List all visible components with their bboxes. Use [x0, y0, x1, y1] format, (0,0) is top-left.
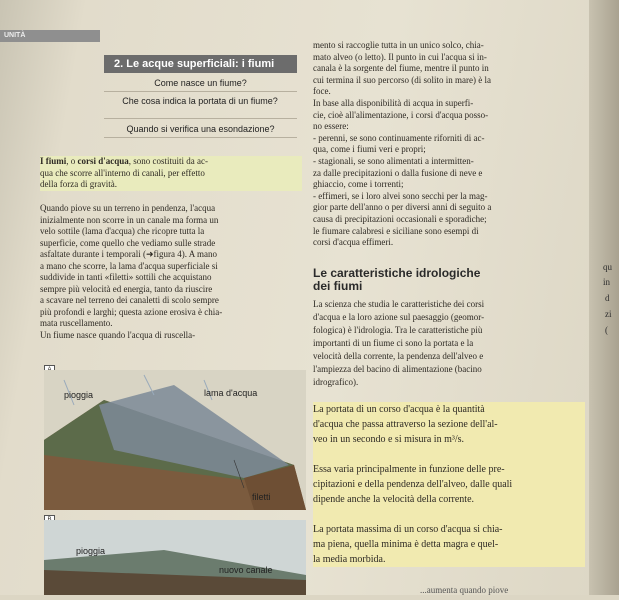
text: dei fiumi: [313, 279, 363, 293]
text-line: dipende anche la velocità della corrente.: [313, 494, 475, 505]
text-line: più profondi e larghi; questa azione erosiva è chia-: [40, 306, 223, 317]
text-line: ma piena, quella minima è detta magra e quel-: [313, 539, 499, 550]
edge-fragment: (: [605, 325, 608, 335]
text-line: inizialmente non scorre in un canale ma forma un: [40, 214, 219, 225]
label-lama-acqua: lama d'acqua: [204, 388, 258, 398]
text-line: l'ampiezza del bacino di alimentazione (bacino: [313, 364, 482, 374]
text-line: In base alla disponibilità di acqua in superfi-: [313, 97, 474, 108]
portata-box: [313, 402, 585, 567]
term-fiumi: I fiumi: [40, 156, 67, 166]
section-title: 2. Le acque superficiali: i fiumi: [104, 55, 297, 73]
text-line: a mano che scorre, la lama d'acqua superficiale si: [40, 260, 218, 271]
text-line: qua, come i fiumi veri e propri;: [313, 144, 426, 155]
text-line: asfaltate durante i temporali (➜figura 4). A mano: [40, 249, 217, 259]
text-line: cui termina il suo percorso (di solito in mare) è la: [313, 74, 491, 85]
text-line: - effimeri, se i loro alvei sono secchi per la mag-: [313, 190, 488, 201]
divider: [104, 91, 297, 92]
bottom-partial-text: ...aumenta quando piove: [420, 585, 509, 595]
question-2: Che cosa indica la portata di un fiume?: [122, 96, 278, 106]
intro-paragraph: [40, 156, 302, 191]
idrologia-paragraph: [313, 298, 585, 389]
text-line: Un fiume nasce quando l'acqua di ruscella-: [40, 329, 196, 340]
text: , sono costituiti da ac-: [128, 156, 209, 166]
label-pioggia: pioggia: [64, 390, 94, 400]
edge-fragment: qu: [603, 262, 612, 272]
text-line: d'acqua che passa attraverso la sezione dell'al-: [313, 419, 498, 430]
text-line: sempre più velocità ed energia, tanto da riuscire: [40, 283, 213, 294]
mid-column-text: [313, 40, 585, 249]
text-line: a scavare nel terreno dei canaletti di scolo sempre: [40, 295, 219, 305]
text-line: gior parte dell'anno o per diversi anni di seguito a: [313, 202, 492, 213]
figure-lama-acqua: [44, 370, 306, 510]
term-corsi-acqua: corsi d'acqua: [77, 156, 129, 166]
text-line: La scienza che studia le caratteristiche dei corsi: [313, 299, 485, 309]
text: Le caratteristiche idrologiche: [313, 266, 481, 280]
divider: [104, 118, 297, 119]
text-line: causa di precipitazioni occasionali e sporadiche;: [313, 213, 487, 224]
label-filetti: filetti: [252, 492, 271, 502]
text-line: velo sottile (lama d'acqua) che ricopre tutta la: [40, 226, 205, 236]
text-line: la media morbida.: [313, 554, 386, 565]
ruscellamento-paragraph: [40, 203, 302, 341]
text-line: [313, 447, 585, 462]
unit-tab: UNITÀ: [0, 30, 100, 42]
question-3: Quando si verifica una esondazione?: [126, 124, 275, 134]
text-line: corsi d'acqua effimeri.: [313, 237, 394, 248]
text: , o: [66, 156, 78, 166]
text-line: superficie, come quello che vediamo sulle strade: [40, 237, 216, 248]
text-line: ghiaccio, come i torrenti;: [313, 179, 404, 190]
text-line: no essere:: [313, 121, 349, 132]
label-pioggia-b: pioggia: [76, 546, 106, 556]
edge-fragment: zi: [605, 309, 612, 319]
text-line: velocità della corrente, la pendenza dell'alveo e: [313, 351, 484, 361]
text-line: le fiumare calabresi e siciliane sono esempi di: [313, 225, 479, 236]
text-line: cie, cioè all'alimentazione, i corsi d'acqua posso-: [313, 109, 489, 120]
text-line: importanti di un fiume ci sono la portata e la: [313, 338, 474, 348]
channel-illustration: [44, 520, 306, 595]
text-line: za dalle precipitazioni o dalla fusione di neve e: [313, 167, 483, 178]
text-line: foce.: [313, 86, 331, 97]
text-line: Essa varia principalmente in funzione delle pre-: [313, 464, 505, 475]
text-line: idrografico).: [313, 377, 359, 387]
text: qua che scorre all'interno di canali, per effetto: [40, 167, 205, 178]
text: della forza di gravità.: [40, 179, 117, 189]
text-line: - perenni, se sono continuamente riforniti di ac-: [313, 132, 485, 143]
text-line: [313, 507, 585, 522]
text-line: Quando piove su un terreno in pendenza, l'acqua: [40, 203, 216, 213]
text-line: d'acqua e la loro azione sul paesaggio (geomor-: [313, 312, 485, 322]
text-line: veo in un secondo e si misura in m³/s.: [313, 434, 465, 445]
text-line: mento si raccoglie tutta in un unico solco, chia-: [313, 40, 484, 50]
divider: [104, 137, 297, 138]
text-line: La portata massima di un corso d'acqua si chia-: [313, 524, 503, 535]
text-line: mato alveo (o letto). Il punto in cui l'acqua si in-: [313, 51, 487, 62]
edge-fragment: d: [605, 293, 610, 303]
text-line: canala è la sorgente del fiume, mentre il punto in: [313, 63, 489, 74]
text-line: cipitazioni e della pendenza dell'alveo, dalle quali: [313, 479, 513, 490]
text-line: La portata di un corso d'acqua è la quantità: [313, 404, 485, 415]
subsection-title: [313, 267, 585, 293]
figure-nuovo-canale: [44, 520, 306, 595]
question-1: Come nasce un fiume?: [154, 78, 247, 88]
label-nuovo-canale: nuovo canale: [219, 565, 273, 575]
text-line: suddivide in tanti «filetti» sottili che acquistano: [40, 272, 212, 282]
next-page-edge: [589, 0, 619, 595]
text-line: fologica) è l'idrologia. Tra le caratteristiche più: [313, 325, 483, 335]
text-line: - stagionali, se sono alimentati a intermitten-: [313, 155, 474, 166]
text-line: mata ruscellamento.: [40, 318, 113, 328]
edge-fragment: in: [603, 277, 611, 287]
